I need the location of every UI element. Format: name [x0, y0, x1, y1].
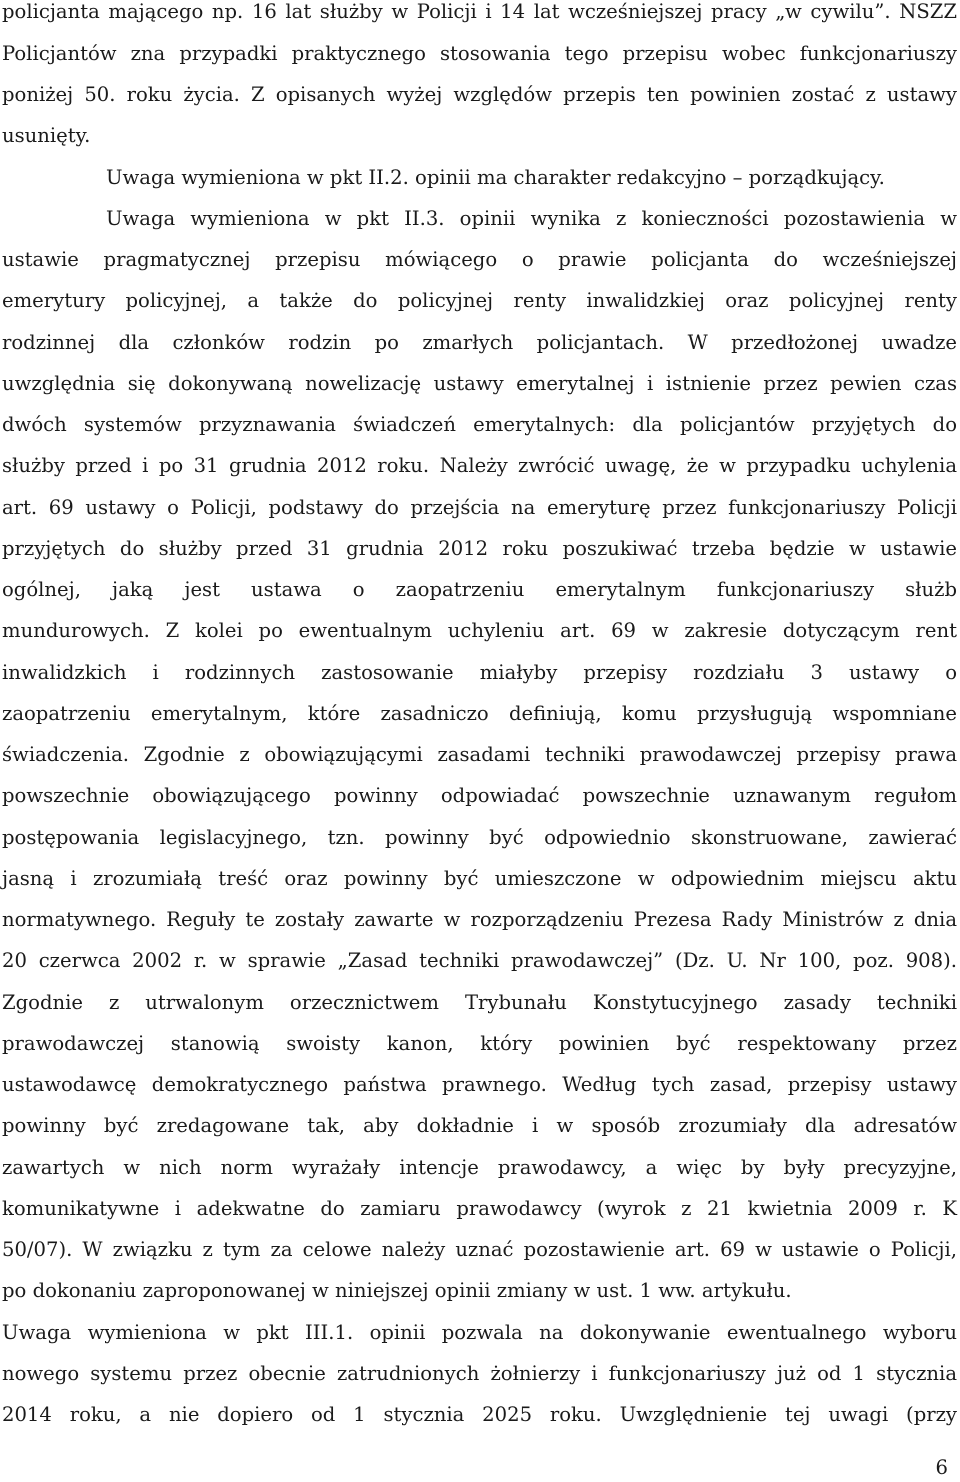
text-line: zaopatrzeniu emerytalnym, które zasadniczo definiują, komu przysługują wspomniane [2, 702, 957, 725]
text-line: inwalidzkich i rodzinnych zastosowanie miałyby przepisy rozdziału 3 ustawy o [2, 661, 957, 684]
text-line: prawodawczej stanowią swoisty kanon, który powinien być respektowany przez [2, 1032, 957, 1055]
text-line: po dokonaniu zaproponowanej w niniejszej opinii zmiany w ust. 1 ww. artykułu. [2, 1279, 792, 1302]
text-line: Uwaga wymieniona w pkt II.3. opinii wynika z konieczności pozostawienia w [106, 207, 957, 230]
text-line: 20 czerwca 2002 r. w sprawie „Zasad techniki prawodawczej” (Dz. U. Nr 100, poz. 908). [2, 949, 957, 972]
text-line: poniżej 50. roku życia. Z opisanych wyżej względów przepis ten powinien zostać z ustawy [2, 83, 957, 106]
text-line: emerytury policyjnej, a także do policyjnej renty inwalidzkiej oraz policyjnej renty [2, 289, 957, 312]
text-line: ogólnej, jaką jest ustawa o zaopatrzeniu emerytalnym funkcjonariuszy służb [2, 578, 957, 601]
text-line: przyjętych do służby przed 31 grudnia 2012 roku poszukiwać trzeba będzie w ustawie [2, 537, 957, 560]
text-line: powinny być zredagowane tak, aby dokładnie i w sposób zrozumiały dla adresatów [2, 1114, 957, 1137]
text-line: komunikatywne i adekwatne do zamiaru prawodawcy (wyrok z 21 kwietnia 2009 r. K [2, 1197, 957, 1220]
text-line: dwóch systemów przyznawania świadczeń emerytalnych: dla policjantów przyjętych do [2, 413, 957, 436]
text-line: Uwaga wymieniona w pkt III.1. opinii pozwala na dokonywanie ewentualnego wyboru [2, 1321, 957, 1344]
text-line: postępowania legislacyjnego, tzn. powinny być odpowiednio skonstruowane, zawierać [2, 826, 957, 849]
text-line: rodzinnej dla członków rodzin po zmarłych policjantach. W przedłożonej uwadze [2, 331, 957, 354]
text-line: ustawie pragmatycznej przepisu mówiącego o prawie policjanta do wcześniejszej [2, 248, 957, 271]
text-line: 2014 roku, a nie dopiero od 1 stycznia 2025 roku. Uwzględnienie tej uwagi (przy [2, 1403, 957, 1426]
text-line: świadczenia. Zgodnie z obowiązującymi zasadami techniki prawodawczej przepisy prawa [2, 743, 957, 766]
text-line: Zgodnie z utrwalonym orzecznictwem Trybunału Konstytucyjnego zasady techniki [2, 991, 957, 1014]
text-line: normatywnego. Reguły te zostały zawarte w rozporządzeniu Prezesa Rady Ministrów z dnia [2, 908, 957, 931]
text-line: art. 69 ustawy o Policji, podstawy do przejścia na emeryturę przez funkcjonariuszy Policji [2, 496, 957, 519]
text-line: Uwaga wymieniona w pkt II.2. opinii ma charakter redakcyjno – porządkujący. [106, 166, 885, 189]
text-line: jasną i zrozumiałą treść oraz powinny być umieszczone w odpowiednim miejscu aktu [2, 867, 957, 890]
text-line: powszechnie obowiązującego powinny odpowiadać powszechnie uznawanym regułom [2, 784, 957, 807]
text-line: ustawodawcę demokratycznego państwa prawnego. Według tych zasad, przepisy ustawy [2, 1073, 957, 1096]
text-line: zawartych w nich norm wyrażały intencje prawodawcy, a więc by były precyzyjne, [2, 1156, 957, 1179]
text-line: mundurowych. Z kolei po ewentualnym uchyleniu art. 69 w zakresie dotyczącym rent [2, 619, 957, 642]
text-line: nowego systemu przez obecnie zatrudnionych żołnierzy i funkcjonariuszy już od 1 stycznia [2, 1362, 957, 1385]
text-line: 50/07). W związku z tym za celowe należy uznać pozostawienie art. 69 w ustawie o Policji, [2, 1238, 957, 1261]
text-line: usunięty. [2, 124, 91, 147]
page-number: 6 [935, 1456, 948, 1479]
text-line: policjanta mającego np. 16 lat służby w Policji i 14 lat wcześniejszej pracy „w cywilu”. NSZZ [2, 0, 957, 23]
text-line: służby przed i po 31 grudnia 2012 roku. Należy zwrócić uwagę, że w przypadku uchylenia [2, 454, 957, 477]
text-line: uwzględnia się dokonywaną nowelizację ustawy emerytalnej i istnienie przez pewien czas [2, 372, 957, 395]
text-line: Policjantów zna przypadki praktycznego stosowania tego przepisu wobec funkcjonariuszy [2, 42, 957, 65]
